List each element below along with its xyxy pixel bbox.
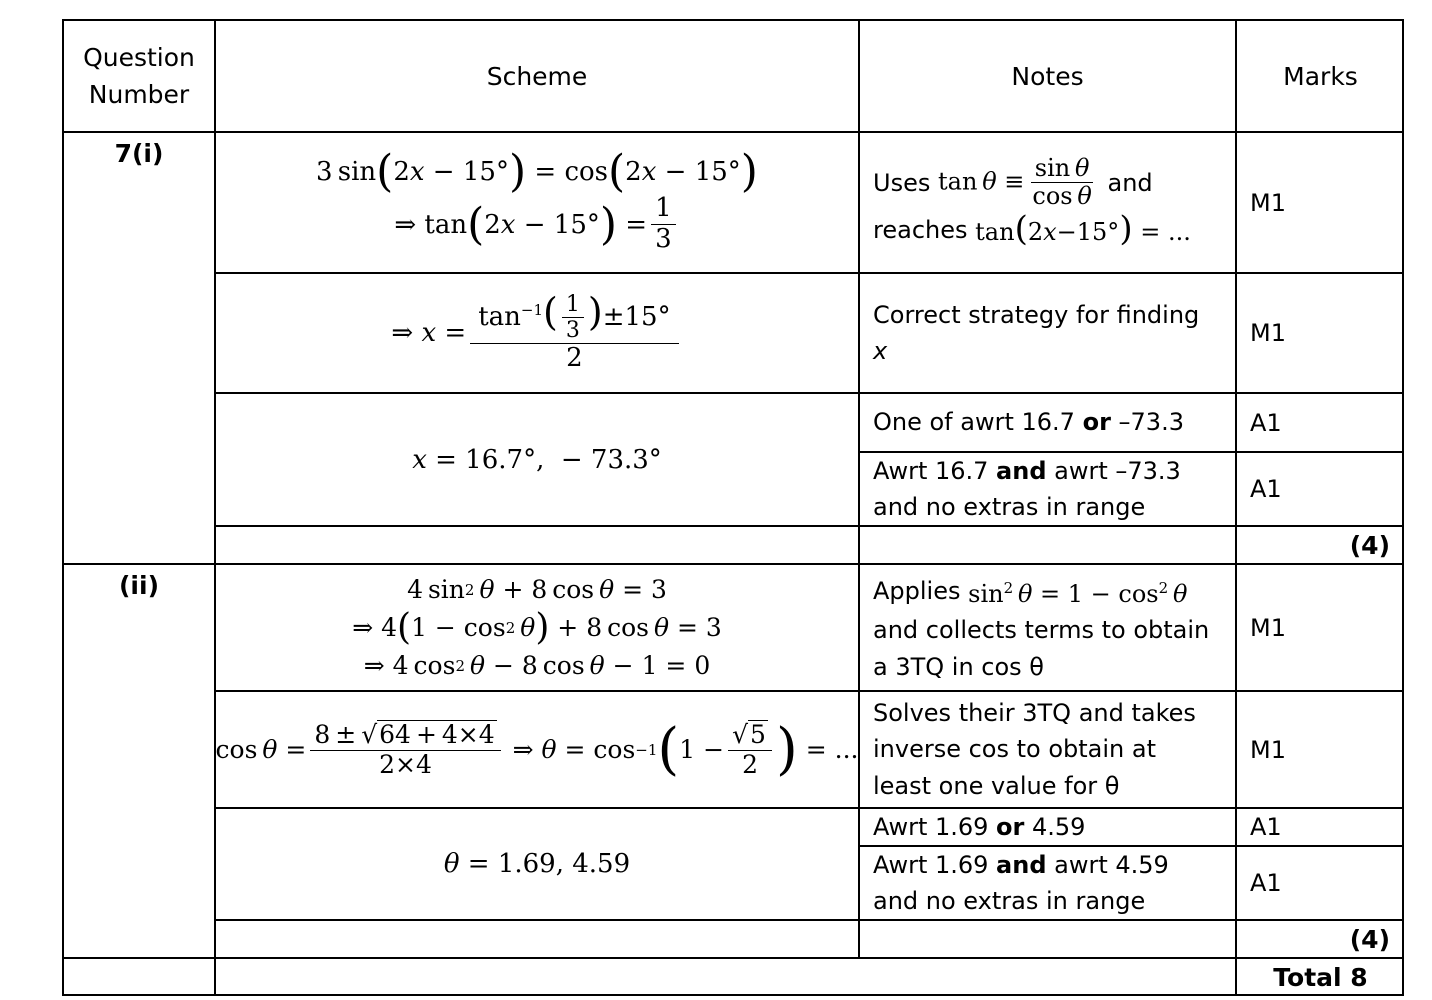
mark-i-3a: A1 — [1250, 408, 1282, 437]
note-ii-3b: Awrt 1.69 and awrt 4.59 and no extras in range — [873, 850, 1169, 915]
mark-ii-3b: A1 — [1250, 869, 1282, 897]
header-marks: Marks — [1283, 61, 1358, 91]
mark-ii-3a: A1 — [1250, 813, 1282, 841]
note-i-3b: Awrt 16.7 and awrt –73.3 and no extras in range — [873, 456, 1181, 521]
scheme-line: 3 sin ( 2 x − 15° ) = cos ( 2 x − 15° ) — [316, 146, 758, 198]
note-i-2: Correct strategy for finding x — [873, 300, 1200, 365]
scheme-i-2: ⇒ x = $\tan^{-1}$( $\frac{1}{3}$ )±15° 2 — [216, 274, 858, 392]
subtotal-ii: (4) — [1349, 924, 1390, 954]
header-notes: Notes — [1011, 61, 1084, 91]
scheme-i-3: x = 16.7°, − 73.3° — [412, 444, 662, 475]
row-divider — [64, 957, 1404, 959]
question-label-ii: (ii) — [119, 571, 159, 600]
mark-ii-2: M1 — [1250, 735, 1286, 764]
header-scheme: Scheme — [486, 61, 588, 91]
scheme-ii-2: cos θ = $\frac{8 \pm √64 + 4\times 4}{2\times 4}$ ⇒ θ = cos −1 ( 1 − $\frac{√5}{2}$ ) = ... — [215, 716, 859, 782]
total-marks: Total 8 — [1273, 963, 1368, 992]
subtotal-i: (4) — [1349, 530, 1390, 560]
mark-scheme-table — [62, 19, 1404, 996]
mark-i-3b: A1 — [1250, 475, 1282, 503]
scheme-line: ⇒ tan ( 2 x − 15° ) = $\frac{1}{3}$ — [394, 194, 679, 255]
scheme-ii-3: θ = 1.69, 4.59 — [443, 849, 631, 879]
mark-ii-1: M1 — [1250, 613, 1286, 642]
note-ii-1: Applies $\sin^2 \theta = 1 - \cos^2 \theta$ and collects terms to obtain a 3TQ in cos θ — [873, 576, 1210, 681]
note-i-1: Uses tan θ ≡ $\frac{\text{sin θ}}{\text{cos θ}}$ and reaches tan(2x−15°) = ... — [873, 153, 1191, 249]
scheme-i-1 — [216, 133, 858, 272]
mark-i-1: M1 — [1250, 188, 1286, 217]
note-i-3a: One of awrt 16.7 or –73.3 — [873, 408, 1184, 437]
mark-i-2: M1 — [1250, 319, 1286, 347]
header-question-number: Question Number — [83, 43, 195, 109]
note-ii-3a: Awrt 1.69 or 4.59 — [873, 812, 1086, 841]
note-ii-2: Solves their 3TQ and takes inverse cos to obtain at least one value for θ — [873, 698, 1196, 800]
question-label-7i: 7(i) — [114, 139, 164, 168]
scheme-ii-1: 4 sin 2 θ + 8 cos θ = 3 ⇒ 4 ( 1 − cos 2 θ ) + 8 cos θ = 3 ⇒ 4 cos 2 θ − 8 cos θ − 1 = 0 — [352, 574, 722, 680]
